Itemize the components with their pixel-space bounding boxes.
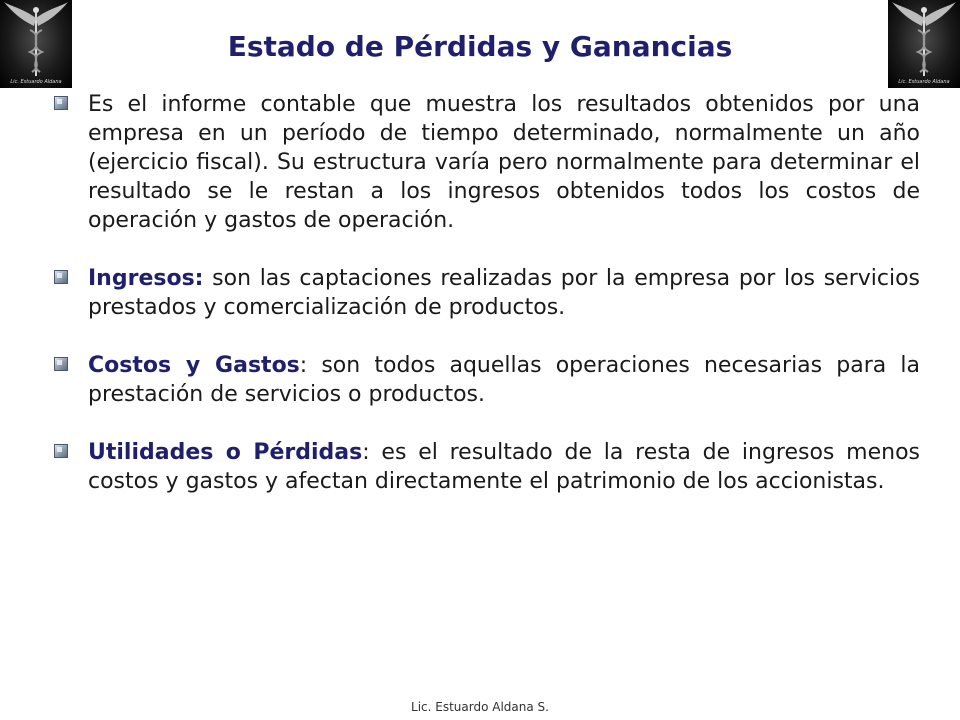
square-bullet-icon (54, 444, 68, 458)
slide-title: Estado de Pérdidas y Ganancias (227, 30, 733, 63)
bullet-item-ingresos (54, 264, 920, 322)
bullet-term: Costos y Gastos (88, 353, 300, 378)
bullet-text: son todos aquellas operaciones necesarias para la prestación de servicios o productos. (88, 353, 920, 407)
bullet-separator (203, 266, 212, 291)
footer-author: Lic. Estuardo Aldana S. (411, 700, 549, 714)
logo-caption: Lic. Estuardo Aldana (898, 79, 950, 85)
bullet-separator: : (299, 353, 322, 378)
bullet-list (54, 90, 920, 496)
bullet-term: Ingresos: (88, 266, 204, 291)
bullet-text: es el resultado de la resta de ingresos menos costos y gastos y afectan directamente el patrimonio de los accionistas. (88, 440, 920, 494)
bullet-item-costos (54, 351, 920, 409)
bullet-text: son las captaciones realizadas por la empresa por los servicios prestados y comercialización de productos. (88, 266, 921, 320)
square-bullet-icon (54, 357, 68, 371)
bullet-term: Utilidades o Pérdidas (88, 440, 363, 465)
square-bullet-icon (54, 270, 68, 284)
bullet-separator: : (362, 440, 382, 465)
logo-caption: Lic. Estuardo Aldana (10, 79, 62, 85)
bullet-text: Es el informe contable que muestra los resultados obtenidos por una empresa en un período de tiempo determinado, normalmente un año (ejercicio fiscal). Su estructura varía pero normalmente para determinar el resultado se le restan a los ingresos obtenidos todos los costos de operación y gastos de operación. (88, 92, 920, 233)
bullet-item-utilidades (54, 438, 920, 496)
square-bullet-icon (54, 96, 68, 110)
bullet-item-definition (54, 90, 920, 235)
